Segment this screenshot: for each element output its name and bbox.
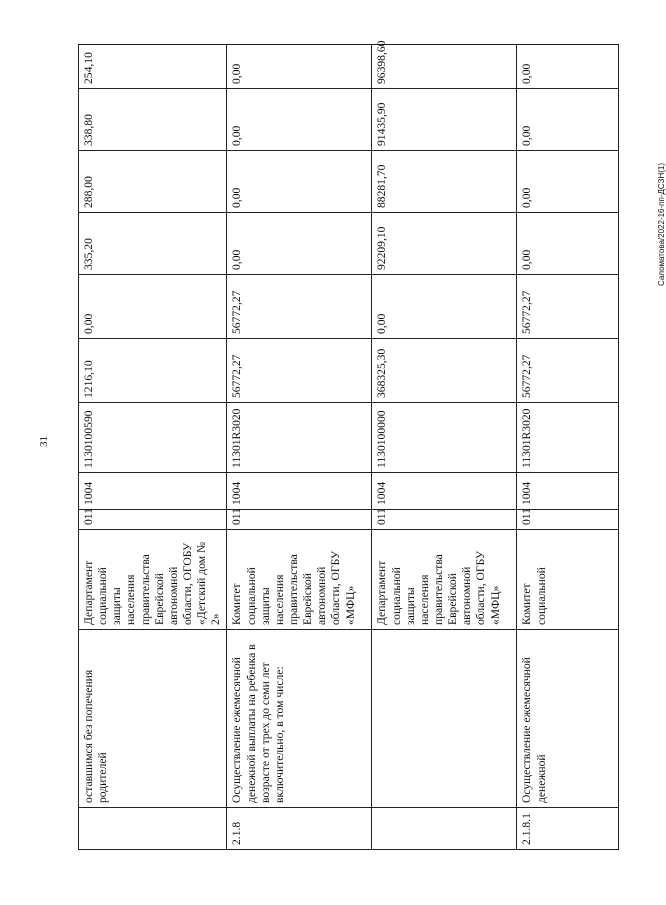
- cell-year3: 0,00: [517, 151, 619, 213]
- table-row: [79, 45, 227, 850]
- cell-year5: 96398,60: [372, 45, 517, 89]
- cell-year1: 56772,27: [517, 275, 619, 339]
- budget-table: [78, 40, 619, 850]
- cell-executor: Департамент социальной защиты населения правительства Еврейской автономной области, ОГОБУ «Детский дом № 2»: [79, 530, 227, 630]
- cell-number: 2.1.8.1: [517, 808, 619, 850]
- cell-name: оставшимся без попечения родителей: [79, 630, 227, 808]
- cell-target: 11301R3020: [227, 403, 372, 473]
- cell-year2: 92209,10: [372, 213, 517, 275]
- cell-name: Осуществление ежемесячной денежной выплаты на ребенка в возрасте от трех до семи лет включительно, в том числе:: [227, 630, 372, 808]
- cell-year1: 56772,27: [227, 275, 372, 339]
- cell-grbs: 011: [79, 510, 227, 530]
- rotated-table-container: [78, 40, 590, 850]
- cell-year5: 0,00: [517, 45, 619, 89]
- cell-total: 368325,30: [372, 339, 517, 403]
- cell-year1: 0,00: [372, 275, 517, 339]
- cell-year4: 338,80: [79, 89, 227, 151]
- cell-year3: 288,00: [79, 151, 227, 213]
- cell-year2: 335,20: [79, 213, 227, 275]
- cell-executor: Департамент социальной защиты населения правительства Еврейской автономной области, ОГБУ «МФЦ»: [372, 530, 517, 630]
- cell-year4: 0,00: [227, 89, 372, 151]
- cell-year5: 0,00: [227, 45, 372, 89]
- cell-year3: 88281,70: [372, 151, 517, 213]
- cell-year3: 0,00: [227, 151, 372, 213]
- cell-section: 1004: [79, 473, 227, 510]
- cell-year2: 0,00: [227, 213, 372, 275]
- cell-total: 56772,27: [517, 339, 619, 403]
- cell-year1: 0,00: [79, 275, 227, 339]
- cell-target: 11301R3020: [517, 403, 619, 473]
- cell-executor: Комитет социальной: [517, 530, 619, 630]
- table-row: [227, 45, 372, 850]
- cell-name: [372, 630, 517, 808]
- cell-year4: 0,00: [517, 89, 619, 151]
- cell-section: 1004: [227, 473, 372, 510]
- cell-grbs: 011: [372, 510, 517, 530]
- cell-section: 1004: [372, 473, 517, 510]
- cell-executor: Комитет социальной защиты населения правительства Еврейской автономной области, ОГБУ «МФЦ»: [227, 530, 372, 630]
- cell-number: 2.1.8: [227, 808, 372, 850]
- cell-total: 1216,10: [79, 339, 227, 403]
- cell-year2: 0,00: [517, 213, 619, 275]
- cell-section: 1004: [517, 473, 619, 510]
- cell-number: [79, 808, 227, 850]
- cell-name: Осуществление ежемесячной денежной: [517, 630, 619, 808]
- document-id: Саломатова/2022-16-пп-ДСЗН(1): [657, 163, 666, 286]
- cell-grbs: 011: [227, 510, 372, 530]
- cell-target: 1130100000: [372, 403, 517, 473]
- cell-year4: 91435,90: [372, 89, 517, 151]
- cell-year5: 254,10: [79, 45, 227, 89]
- cell-total: 56772,27: [227, 339, 372, 403]
- cell-grbs: 011: [517, 510, 619, 530]
- cell-target: 1130100590: [79, 403, 227, 473]
- table-row: [517, 45, 619, 850]
- table-row: [372, 45, 517, 850]
- page-number: 31: [38, 436, 50, 447]
- cell-number: [372, 808, 517, 850]
